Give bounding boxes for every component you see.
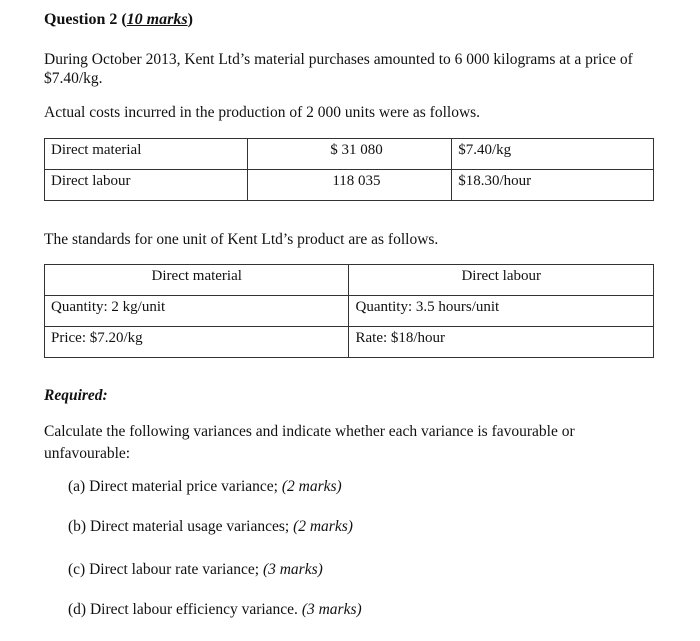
standards-cell: Rate: $18/hour [349, 327, 654, 358]
cost-item-cell: Direct labour [45, 170, 248, 201]
cost-rate-cell: $18.30/hour [452, 170, 654, 201]
question-title-suffix: ) [187, 11, 193, 28]
cost-rate-cell: $7.40/kg [452, 139, 654, 170]
part-marks: (2 marks) [293, 518, 353, 535]
part-marks: (3 marks) [262, 561, 323, 578]
part-marks: (2 marks) [281, 478, 342, 495]
required-heading: Required: [44, 387, 108, 404]
table-row [45, 296, 654, 327]
question-title-prefix: Question 2 ( [44, 11, 127, 28]
list-item [68, 518, 353, 536]
standards-header-labour: Direct labour [349, 265, 654, 296]
part-marks: (3 marks) [301, 601, 362, 618]
table-header-row [45, 265, 654, 296]
part-text: (c) Direct labour rate variance; [68, 561, 263, 578]
intro-paragraph: During October 2013, Kent Ltd’s material purchases amounted to 6 000 kilograms at a price of $7.40/kg. [44, 51, 633, 87]
cost-item-cell: Direct material [45, 139, 248, 170]
question-title [44, 11, 193, 29]
list-item [68, 478, 342, 496]
actual-costs-intro: Actual costs incurred in the production of 2 000 units were as follows. [44, 104, 481, 121]
list-item [68, 601, 362, 619]
part-text: (b) Direct material usage variances; [68, 518, 294, 535]
question-marks: 10 marks [126, 11, 188, 28]
cost-amount-cell: 118 035 [247, 170, 452, 201]
part-text: (d) Direct labour efficiency variance. [68, 601, 302, 618]
instruction-paragraph: Calculate the following variances and indicate whether each variance is favourable or unfavourable: [44, 423, 575, 462]
standards-cell: Quantity: 3.5 hours/unit [349, 296, 654, 327]
standards-table [44, 264, 654, 358]
part-text: (a) Direct material price variance; [68, 478, 282, 495]
table-row [45, 139, 654, 170]
actual-costs-table [44, 138, 654, 201]
standards-cell: Quantity: 2 kg/unit [45, 296, 349, 327]
table-row [45, 170, 654, 201]
standards-header-material: Direct material [45, 265, 349, 296]
cost-amount-cell: $ 31 080 [247, 139, 452, 170]
standards-intro: The standards for one unit of Kent Ltd’s product are as follows. [44, 231, 439, 248]
table-row [45, 327, 654, 358]
list-item [68, 561, 323, 579]
standards-cell: Price: $7.20/kg [45, 327, 349, 358]
